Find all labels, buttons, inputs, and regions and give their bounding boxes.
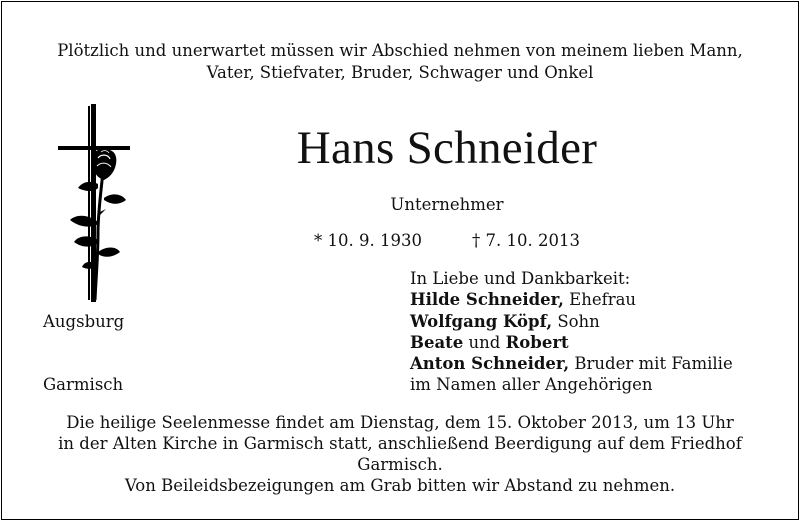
- deceased-name: Hans Schneider: [296, 122, 598, 174]
- mourner-4-name: Anton Schneider,: [410, 354, 570, 373]
- cross-with-rose-icon: [54, 102, 134, 306]
- mourner-1-name: Hilde Schneider,: [410, 290, 564, 309]
- mourner-2: [410, 312, 600, 332]
- mourner-4: [410, 354, 733, 374]
- mourner-3-connector: und: [463, 333, 506, 352]
- mourners-intro: In Liebe und Dankbarkeit:: [410, 269, 631, 288]
- intro-line-2: Vater, Stiefvater, Bruder, Schwager und Onkel: [206, 63, 594, 82]
- service-line-2: in der Alten Kirche in Garmisch statt, anschließend Beerdigung auf dem Friedhof: [58, 434, 742, 453]
- occupation: Unternehmer: [390, 195, 504, 214]
- condolence-note: Von Beileidsbezeigungen am Grab bitten wir Abstand zu nehmen.: [124, 476, 676, 495]
- mourner-3-name-1: Beate: [410, 333, 464, 352]
- place-garmisch: Garmisch: [43, 375, 124, 394]
- birth-date: * 10. 9. 1930: [314, 231, 422, 250]
- mourner-2-relation: Sohn: [552, 312, 600, 331]
- obituary-notice: [1, 1, 799, 520]
- service-line-1: Die heilige Seelenmesse findet am Dienstag, dem 15. Oktober 2013, um 13 Uhr: [66, 413, 734, 432]
- mourner-1-relation: Ehefrau: [563, 290, 637, 309]
- mourners-closing: im Namen aller Angehörigen: [410, 375, 653, 394]
- service-line-3: Garmisch.: [357, 455, 443, 474]
- mourner-3: [410, 333, 569, 353]
- mourner-4-relation: Bruder mit Familie: [569, 354, 733, 373]
- mourner-3-name-2: Robert: [505, 333, 569, 352]
- intro-line-1: Plötzlich und unerwartet müssen wir Abschied nehmen von meinem lieben Mann,: [57, 41, 743, 60]
- mourner-2-name: Wolfgang Köpf,: [410, 312, 553, 331]
- death-date: † 7. 10. 2013: [472, 231, 580, 250]
- mourner-1: [410, 290, 636, 310]
- place-augsburg: Augsburg: [43, 312, 125, 331]
